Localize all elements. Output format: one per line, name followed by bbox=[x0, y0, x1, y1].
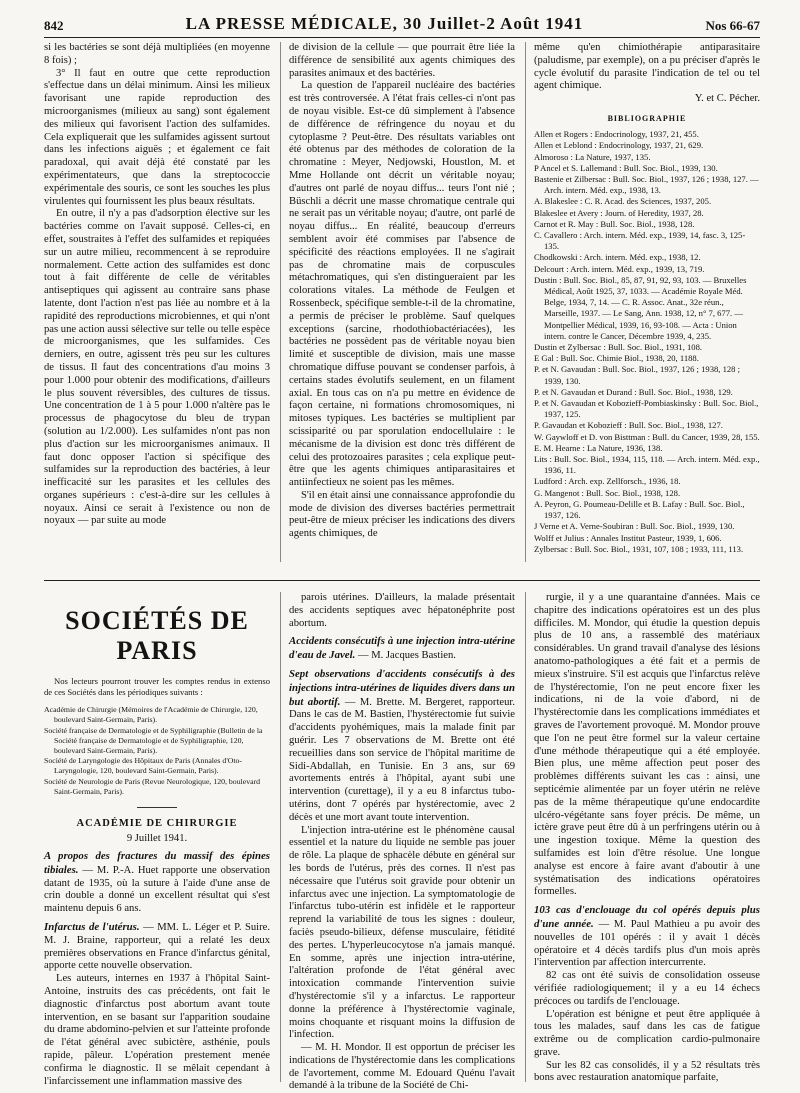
bibliography-entry: Blakeslee et Avery : Journ. of Heredity, 1937, 28. bbox=[534, 207, 704, 218]
top-column-2 bbox=[280, 42, 515, 562]
society-list bbox=[44, 705, 270, 797]
society-entry: Société de Neurologie de Paris (Revue Neurologique, 120, boulevard Saint-Germain, Paris). bbox=[44, 776, 261, 796]
top-section bbox=[44, 42, 760, 562]
report-paragraph bbox=[289, 668, 515, 825]
bibliography-entry: A. Peyron, G. Poumeau-Delille et B. Lafay : Bull. Soc. Biol., 1937, 126. bbox=[534, 498, 745, 521]
report-text: 82 cas ont été suivis de consolidation osseuse vérifiée radiologiquement; il y a eu 14 échecs précoces ou tardifs de l'enclouage. bbox=[534, 970, 760, 1007]
society-entry: Société de Laryngologie des Hôpitaux de Paris (Annales d'Oto-Laryngologie, 120, boulevard Saint-Germain, Paris). bbox=[44, 756, 243, 776]
report-heading: Accidents consécutifs à une injection intra-utérine d'eau de Javel. bbox=[289, 635, 515, 662]
top-column-3 bbox=[525, 42, 760, 562]
bottom-column-3 bbox=[525, 592, 760, 1082]
paragraph: même qu'en chimiothérapie antiparasitaire (paludisme, par exemple), on a pu préciser d'après le cycle évolutif du parasite l'indication de tel ou tel agent chimique. bbox=[534, 42, 760, 92]
top-column-1 bbox=[44, 42, 270, 562]
bibliography-entry: Lits : Bull. Soc. Biol., 1934, 115, 118. — Arch. intern. Méd. exp., 1936, 11. bbox=[534, 454, 760, 476]
bibliography-entry: G. Mangenot : Bull. Soc. Biol., 1938, 128. bbox=[534, 487, 681, 498]
small-divider bbox=[137, 807, 177, 808]
report-paragraph bbox=[289, 825, 515, 1043]
issue-number: Nos 66-67 bbox=[705, 18, 760, 33]
report-heading: Sept observations d'accidents consécutifs à des injections intra-utérines de liquides divers dans un but abortif. bbox=[289, 667, 515, 708]
report-paragraph bbox=[534, 592, 760, 899]
journal-title: LA PRESSE MÉDICALE, 30 Juillet-2 Août 1941 bbox=[185, 14, 584, 33]
report-text: — M. Brette. M. Bergeret, rapporteur. Dans le cas de M. Bastien, l'hystérectomie fut suivie d'accidents pyohémiques, mais la malade finit par guérir. Les 7 observations de M. Brette ont été recueillies dans son service de l'hôpital maritime de Sidi-Abdallah, en Tunisie. En 3 ans, sur 69 avortements entrés à l'hôpital, ayant subi une intervention (curettage), il y a eu 8 infarctus tubo-utérins, dont 7 opérés par hystérectomie, avec 2 décès et une mort avant toute intervention. bbox=[289, 696, 515, 823]
section-title: SOCIÉTÉS DE PARIS bbox=[65, 606, 249, 665]
paragraph: de division de la cellule — que pourrait être liée la différence de sensibilité aux agents chimiques des parasites animaux et des bactéries. bbox=[289, 42, 515, 79]
bibliography-entry: W. Gaywloff et D. von Bisttman : Bull. du Cancer, 1939, 28, 155. bbox=[534, 431, 760, 442]
bibliography-entry: Bastenie et Zilbersac : Bull. Soc. Biol., 1937, 126 ; 1938, 127. — Arch. intern. Méd. exp., 1938, 13. bbox=[534, 174, 759, 196]
page-header bbox=[44, 8, 760, 38]
bibliography-entry: P. et N. Gavaudan et Kobozieff-Pombiaskinsky : Bull. Soc. Biol., 1937, 125. bbox=[534, 398, 759, 420]
report-text: — M. Paul Mathieu a pu avoir des nouvelles de 101 opérés : il y avait 1 décès opératoire et 4 décès tardifs plus d'un mois après l'intervention par affection intercurrente. bbox=[534, 918, 760, 969]
report-paragraph bbox=[44, 850, 270, 916]
report-heading: A propos des fractures du massif des épines tibiales. bbox=[44, 850, 270, 876]
bibliography-entry: Allen et Rogers : Endocrinology, 1937, 21, 455. bbox=[534, 129, 699, 140]
report-text: — M. H. Mondor. Il est opportun de préciser les indications de l'hystérectomie dans les complications de l'avortement, comme M. Edouard Quénu l'avait demandé à la tribune de la Société de Chi- bbox=[289, 1042, 515, 1092]
report-paragraph bbox=[44, 973, 270, 1088]
article-signature: Y. et C. Pécher. bbox=[694, 93, 760, 105]
bibliography-entry: J Verne et A. Verne-Soubiran : Bull. Soc. Biol., 1939, 130. bbox=[534, 521, 735, 532]
report-paragraph bbox=[289, 635, 515, 663]
report-paragraph bbox=[44, 921, 270, 973]
bibliography-entry: Allen et Leblond : Endocrinology, 1937, 21, 629. bbox=[534, 140, 704, 151]
bibliography-title: BIBLIOGRAPHIE bbox=[607, 114, 687, 124]
society-entry: Académie de Chirurgie (Mémoires de l'Académie de Chirurgie, 120, boulevard Saint-Germain, Paris). bbox=[44, 705, 258, 725]
paragraph: si les bactéries se sont déjà multipliées (en moyenne 8 fois) ; bbox=[44, 42, 270, 66]
report-text: L'opération est bénigne et peut être appliquée à tous les malades, sauf dans les cas de fatigue extrême ou de complication cardio-pulmonaire grave. bbox=[534, 1008, 760, 1058]
report-paragraph bbox=[534, 1009, 760, 1060]
bibliography-entry: Dustin : Bull. Soc. Biol., 85, 87, 91, 92, 93, 103. — Bruxelles Médical, Août 1925, 37, 1033. — Académie Royale Méd. Belge, 1934, 7, 14. — C. R. Assoc. Anat., 32e réun., Marseille, 1937. — Le Sang, Ann. 1938, 12, n° 7, 677. — Montpellier Médical, 1939, 16, 93-108. — Acta : Union intern. contre le Cancer, Décembre 1939, 4, 235. bbox=[534, 274, 747, 341]
report-paragraph bbox=[289, 592, 515, 630]
society-entry: Société française de Dermatologie et de Syphiligraphie (Bulletin de la Société française de Dermatologie et de Syphiligraphie, 120, boulevard Saint-Germain, Paris). bbox=[44, 725, 263, 755]
bibliography-entry: A. Blakeslee : C. R. Acad. des Sciences, 1937, 205. bbox=[534, 196, 712, 207]
bibliography-entry: Carnot et R. May : Bull. Soc. Biol., 1938, 128. bbox=[534, 218, 695, 229]
bibliography-entry: C. Cavallero : Arch. intern. Méd. exp., 1939, 14, fasc. 3, 125-135. bbox=[534, 230, 746, 252]
page-number: 842 bbox=[44, 18, 64, 33]
academy-heading: ACADÉMIE DE CHIRURGIE bbox=[76, 818, 238, 830]
bottom-column-1 bbox=[44, 592, 270, 1087]
bottom-section bbox=[44, 592, 760, 1092]
paragraph: La question de l'appareil nucléaire des bactéries est très controversée. A l'état frais celles-ci n'ont pas de noyau visible. Est-ce dû simplement à l'absence de différence de réfringence du noyau et du cytoplasme ? Peut-être. Des résultats variables ont été obtenus par des méthodes de coloration de la chromatine : Meyer, Nedjowski, Houstlon, M. et Mme Hollande ont décrit un véritable noyau; d'autres ont parlé de noyau diffus... teurs l'ont nié ; Büschli a décrit une masse chromatique centrale qui ne serait pas un véritable noyau; d'autre, ont parlé de noyau diffus... En réalité, beaucoup d'erreurs semblent avoir été commises par l'absence de spécificité des réactions employées. Il ne s'agirait pas de chromatine mais de corpuscules métachromatiques, qui s'en distingueraient par les colorations vitales. La méthode de Feulgen et Rossenbeck, spécifique semble-t-il de la chromatine, a permis de préciser le problème. Sauf quelques exceptions (sarcine, rhodothiobactériacées), les bactéries ne possèdent pas de véritable noyau bien limité et susceptible de division, mais une masse chromatique diffuse pouvant se condenser parfois, à certains stades évolutifs seulement, en un filament axial. En tous cas on n'a pu mettre en évidence de façon certaine, ni formations chromosomiques, ni mitoses typiques. Les bactéries se multiplient par scissiparité ou par sporulation endocellulaire : le mécanisme de la division est donc très différent de celui des protozoaires parasites ; cela explique peut-être que les agents chimiques antiparasitaires et antiinfectieux ne soient pas les mêmes. bbox=[289, 80, 515, 489]
report-text: rurgie, il y a une quarantaine d'années. Mais ce chapitre des indications opératoires est un des plus difficiles. M. Mondor, qui étudie la question depuis plus de 10 ans, a rassemblé des matériaux considérables. Un grand travail d'analyse des lésions anatomo-pathologiques a été fait et a permis de mieux s'instruire. S'il est acquis que l'infarctus relève de l'hystérectomie, l'on ne peut encore fixer les indications, ni de la voie d'abord, ni de l'hystérectomie dans les complications immédiates et graves de l'avortement provoqué. M. Mondor prouve que l'on ne peut être formel sur la valeur certaine d'une méthode thérapeutique qui a été employée. Bien plus, une même affection peut poser des problèmes différents suivant les cas : ainsi, une septicémie alimentée par un foyer utérin ne relève pas de la même thérapeutique qu'une endocardite ulcéro-végétante sans foyer précis. De même, un ictère grave peut être dû à un perfringens utérin ou à une ingestion toxique. Même la question des sulfamides est loin d'être résolue. Une longue analyse est encore à faire avant d'aboutir à une systématisation des indications opératoires formelles. bbox=[534, 592, 760, 898]
bibliography-entry: Zylbersac : Bull. Soc. Biol., 1931, 107, 108 ; 1933, 111, 113. bbox=[534, 543, 744, 554]
report-text: Les auteurs, internes en 1937 à l'hôpital Saint-Antoine, instruits des cas précédents, ont fait le diagnostic d'infarctus post abortum avant toute intervention, en se basant sur l'apparition soudaine du drame abdomino-pelvien et sur l'atteinte profonde de l'état général avec subictère, asthénie, pouls rapide, pâleur. L'opération prestement menée confirma le diagnostic. Il se mêlait cependant à l'infarcissement une inflammation massive des bbox=[44, 973, 270, 1087]
bibliography-entry: E. M. Hearne : La Nature, 1936, 138. bbox=[534, 442, 663, 453]
report-text: — M. Jacques Bastien. bbox=[357, 650, 456, 662]
bibliography-entry: Wolff et Julius : Annales Institut Pasteur, 1939, 1, 606. bbox=[534, 532, 722, 543]
bottom-column-2 bbox=[280, 592, 515, 1092]
report-text: Sur les 82 cas consolidés, il y a 52 résultats très bons avec restauration anatomique parfaite, bbox=[534, 1059, 760, 1084]
bibliography-list bbox=[534, 129, 760, 555]
bibliography-entry: P Ancel et S. Lallemand : Bull. Soc. Biol., 1939, 130. bbox=[534, 162, 718, 173]
paragraph: En outre, il n'y a pas d'adsorption élective sur les bactéries comme on l'avait supposé. Celles-ci, en effet, soustraites à l'effet des sulfamides et repiquées sur un autre milieu, recommencent à se reproduire normalement. Cette action des sulfamides est donc tout à fait différente de celle de véritables antiseptiques qui agissent au contraire sans phase latente, dont l'action n'est pas liée au nombre et à la rapidité des reproductions microbiennes, et qui n'ont pas une action aussi sélective sur telle ou telle espèce de microorganismes, que les sulfamides. Ces derniers, en outre, agissent très peu sur les cultures de tissus. Il faut des concentrations d'au moins 3 pour 1.000 pour obtenir des modifications, d'ailleurs le plus souvent réversibles, des cultures de tissus. Une concentration de 1 à 5 pour 1.000 n'altère pas le processus de phagocytose du bleu de trypan (solution au 1/2.000). Les sulfamides n'ont pas non plus d'action sur les microorganismes animaux. Il faut donc opposer l'action si spécifique des sulfamides sur la reproduction des bactéries, à leur inefficacité sur les parasites et les cellules des organes supérieurs : c'est-à-dire sur les cellules à noyaux. Ainsi ce serait à l'existence ou non de noyaux — par suite au mode bbox=[44, 208, 270, 527]
bibliography-entry: Chodkowski : Arch. intern. Méd. exp., 1938, 12. bbox=[534, 252, 701, 263]
bibliography-entry: E Gal : Bull. Soc. Chimie Biol., 1938, 20, 1188. bbox=[534, 353, 699, 364]
bibliography-entry: Almoroso : La Nature, 1937, 135. bbox=[534, 151, 651, 162]
report-text: parois utérines. D'ailleurs, la malade présentait des accidents septiques avec hépatonéphrite post abortum. bbox=[289, 592, 515, 629]
report-text: — M. P.-A. Huet rapporte une observation datant de 1935, où la suture à l'aide d'une anse de crin double a donné un excellent résultat qui s'est maintenu depuis 6 ans. bbox=[44, 864, 270, 915]
paragraph: 3° Il faut en outre que cette reproduction s'effectue dans un délai minimum. Ainsi les milieux favorisant une rapide reproduction des microorganismes (milieux au sang) sont également des milieux qui favorisent l'action des sulfamides. Cela expliquerait que les sulfamides agissent surtout dans les infections aiguës ; et également ce fait paradoxal, qui avait déjà été constaté par les expérimentateurs, que dans la streptococcie expérimentale des souris, ce sont les souches les plus virulentes qui fournissent les plus beaux résultats. bbox=[44, 67, 270, 207]
bibliography-entry: Dustin et Zylbersac : Bull. Soc. Biol., 1931, 108. bbox=[534, 342, 703, 353]
report-text: L'injection intra-utérine est le phénomène causal essentiel et la nature du liquide ne semble pas jouer de rôle. La plaque de sphacèle débute en général sur les bords de l'utérus, près des cornes. Il n'est pas nécessaire que l'utérus soit gravide pour obtenir un infarctus avec une injection. La symptomatologie de l'infarctus tubo-utérin est infidèle et le rapporteur reprend la variabilité de tous les signes : douleur, faciès pseudo-bilieux, défense musculaire, fétidité des pertes. L'hyperleucocytose n'a jamais manqué. En somme, après une injection intra-utérine, l'altération profonde de l'état général avec intoxication commande l'intervention suivie d'hystérectomie s'il y a infarctus. Le rapporteur donne la préférence à l'hystérectomie vaginale, moins choquante et risquant moins la diffusion de l'infection. bbox=[289, 824, 515, 1041]
paragraph: S'il en était ainsi une connaissance approfondie du mode de division des diverses bactéries permettrait peut-être de mieux préciser les indications des divers agents chimiques, de bbox=[289, 489, 515, 540]
bibliography-entry: P. et N. Gavaudan et Durand : Bull. Soc. Biol., 1938, 129. bbox=[534, 386, 733, 397]
report-paragraph bbox=[289, 1042, 515, 1093]
reports-column-1 bbox=[44, 850, 270, 1088]
bibliography-entry: Delcourt : Arch. intern. Méd. exp., 1939, 13, 719. bbox=[534, 263, 705, 274]
bibliography-entry: P. Gavaudan et Kobozieff : Bull. Soc. Biol., 1938, 127. bbox=[534, 420, 723, 431]
report-paragraph bbox=[534, 904, 760, 970]
report-paragraph bbox=[534, 1060, 760, 1086]
report-paragraph bbox=[534, 970, 760, 1008]
bibliography-entry: P. et N. Gavaudan : Bull. Soc. Biol., 1937, 126 ; 1938, 128 ; 1939, 130. bbox=[534, 364, 741, 386]
session-date: 9 Juillet 1941. bbox=[126, 833, 188, 845]
section-intro: Nos lecteurs pourront trouver les comptes rendus in extenso de ces Sociétés dans les périodiques suivants : bbox=[44, 676, 270, 697]
bibliography-entry: Ludford : Arch. exp. Zellforsch., 1936, 18. bbox=[534, 476, 681, 487]
report-text: — MM. L. Léger et P. Suire. M. J. Braine, rapporteur, qui a relaté les deux premières observations en France d'infarctus génital, apporte cette nouvelle observation. bbox=[44, 922, 270, 972]
report-heading: Infarctus de l'utérus. bbox=[44, 921, 144, 933]
report-heading: 103 cas d'enclouage du col opérés depuis plus d'une année. bbox=[534, 904, 760, 930]
section-divider bbox=[44, 580, 760, 581]
